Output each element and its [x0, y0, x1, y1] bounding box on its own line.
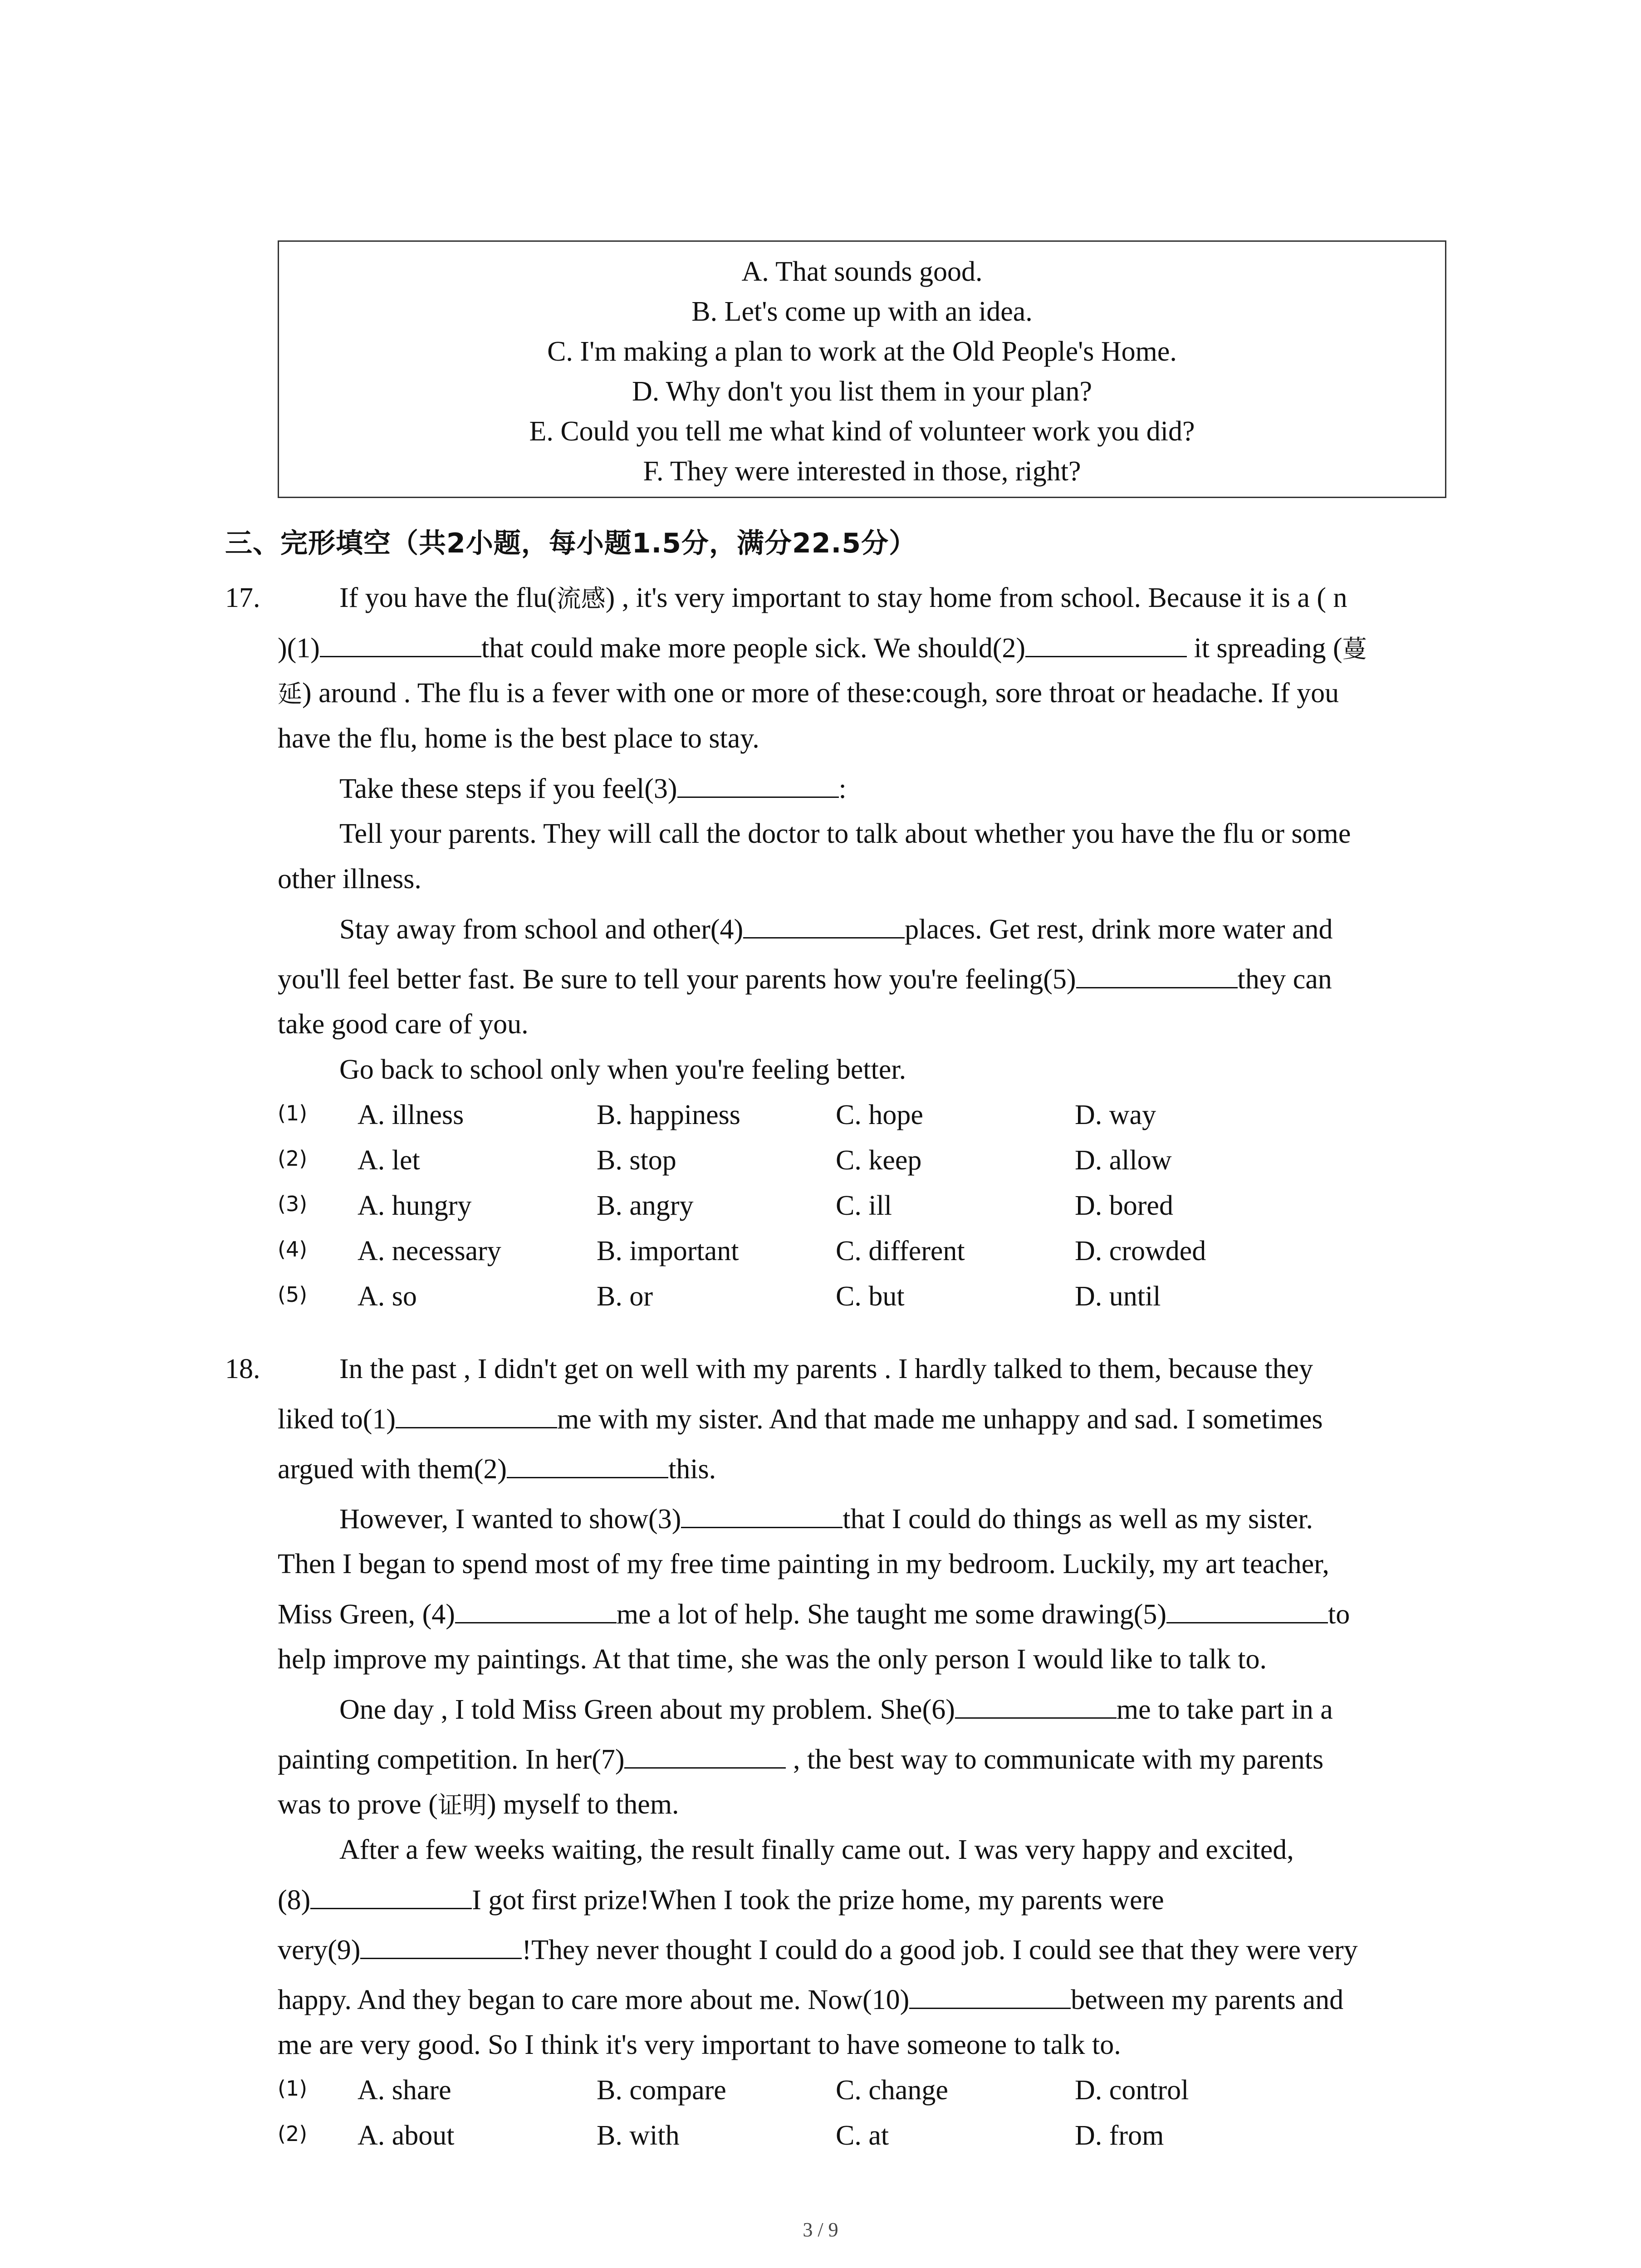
q17-blank-2[interactable] [1025, 630, 1187, 657]
choice-b[interactable]: B. important [597, 1236, 739, 1266]
q18-line-6: Miss Green, (4) me a lot of help. She taught me some drawing(5) to [278, 1596, 1350, 1633]
q17-line-9: you'll feel better fast. Be sure to tell your parents how you're feeling(5) they can [278, 961, 1332, 997]
q18-blank-1[interactable] [396, 1401, 557, 1428]
q17-line-10: take good care of you. [278, 1009, 529, 1040]
q17-blank-4[interactable] [743, 911, 905, 938]
choice-b[interactable]: B. or [597, 1281, 653, 1312]
choice-b[interactable]: B. angry [597, 1190, 694, 1221]
q17-line-7: other illness. [278, 864, 421, 894]
choice-c[interactable]: C. ill [836, 1190, 892, 1221]
q18-blank-6[interactable] [955, 1691, 1117, 1719]
choice-c[interactable]: C. hope [836, 1100, 923, 1130]
q18-choice-row-1: (1) A. share B. compare C. change D. control [278, 2072, 1457, 2108]
choice-d[interactable]: D. way [1075, 1100, 1156, 1130]
q18-line-13: very(9) !They never thought I could do a good job. I could see that they were very [278, 1931, 1358, 1968]
q18-blank-4[interactable] [455, 1596, 617, 1623]
choice-c[interactable]: C. at [836, 2120, 889, 2151]
q17-line-1: If you have the flu(流感) , it's very important to stay home from school. Because it is a ( n [339, 582, 1347, 613]
q17-line-6: Tell your parents. They will call the doctor to talk about whether you have the flu or some [339, 818, 1351, 849]
choice-b[interactable]: B. compare [597, 2075, 726, 2106]
choice-b[interactable]: B. with [597, 2120, 680, 2151]
choice-c[interactable]: C. but [836, 1281, 905, 1312]
q18-blank-5[interactable] [1166, 1596, 1328, 1623]
q18-blank-9[interactable] [360, 1931, 522, 1959]
q17-line-11: Go back to school only when you're feeling better. [339, 1054, 906, 1085]
choice-b[interactable]: B. stop [597, 1145, 676, 1176]
q18-blank-2[interactable] [507, 1451, 668, 1478]
choice-d[interactable]: D. until [1075, 1281, 1161, 1312]
choice-b[interactable]: B. happiness [597, 1100, 740, 1130]
q17-blank-1[interactable] [320, 630, 481, 657]
q17-line-5: Take these steps if you feel(3) : [339, 770, 847, 807]
choice-c[interactable]: C. change [836, 2075, 948, 2106]
choice-c[interactable]: C. keep [836, 1145, 922, 1176]
q17-choice-row-2: (2) A. let B. stop C. keep D. allow [278, 1142, 1457, 1178]
q17-line-8: Stay away from school and other(4) places. Get rest, drink more water and [339, 911, 1333, 948]
section-title: 三、完形填空（共2小题，每小题1.5分，满分22.5分） [225, 528, 917, 559]
q18-line-9: painting competition. In her(7) , the best way to communicate with my parents [278, 1741, 1323, 1778]
choice-a[interactable]: A. hungry [358, 1190, 472, 1221]
q17-choice-row-4: (4) A. necessary B. important C. different D. crowded [278, 1233, 1457, 1269]
dialogue-options-box [278, 240, 1446, 498]
choice-a[interactable]: A. let [358, 1145, 420, 1176]
q18-line-4: However, I wanted to show(3) that I could do things as well as my sister. [339, 1501, 1313, 1537]
choice-d[interactable]: D. allow [1075, 1145, 1172, 1176]
option-f: F. They were interested in those, right? [643, 456, 1081, 487]
q18-line-5: Then I began to spend most of my free time painting in my bedroom. Luckily, my art teacher, [278, 1549, 1329, 1579]
question-18-number: 18. [225, 1354, 260, 1384]
choice-d[interactable]: D. control [1075, 2075, 1189, 2106]
q18-blank-3[interactable] [681, 1501, 843, 1528]
q17-blank-5[interactable] [1076, 961, 1238, 988]
choice-d[interactable]: D. from [1075, 2120, 1164, 2151]
question-17-number: 17. [225, 582, 260, 613]
choice-a[interactable]: A. about [358, 2120, 455, 2151]
q18-line-15: me are very good. So I think it's very important to have someone to talk to. [278, 2029, 1121, 2060]
option-a: A. That sounds good. [741, 256, 983, 287]
choice-a[interactable]: A. share [358, 2075, 451, 2106]
option-d: D. Why don't you list them in your plan? [632, 376, 1092, 407]
choice-c[interactable]: C. different [836, 1236, 965, 1266]
option-b: B. Let's come up with an idea. [691, 296, 1033, 327]
q17-choice-row-1: (1) A. illness B. happiness C. hope D. way [278, 1097, 1457, 1133]
q18-line-14: happy. And they began to care more about me. Now(10) between my parents and [278, 1981, 1343, 2018]
q18-line-1: In the past , I didn't get on well with my parents . I hardly talked to them, because they [339, 1354, 1313, 1384]
q18-line-8: One day , I told Miss Green about my problem. She(6) me to take part in a [339, 1691, 1333, 1728]
q18-line-11: After a few weeks waiting, the result finally came out. I was very happy and excited, [339, 1834, 1294, 1865]
q18-line-12: (8) I got first prize!When I took the prize home, my parents were [278, 1882, 1164, 1918]
q18-line-3: argued with them(2) this. [278, 1451, 716, 1487]
q17-line-3: 延) around . The flu is a fever with one or more of these:cough, sore throat or headache. If you [278, 678, 1339, 709]
q17-choice-row-3: (3) A. hungry B. angry C. ill D. bored [278, 1188, 1457, 1224]
choice-d[interactable]: D. crowded [1075, 1236, 1206, 1266]
choice-a[interactable]: A. so [358, 1281, 417, 1312]
q18-line-7: help improve my paintings. At that time, she was the only person I would like to talk to. [278, 1644, 1267, 1675]
option-e: E. Could you tell me what kind of volunteer work you did? [529, 416, 1195, 447]
choice-d[interactable]: D. bored [1075, 1190, 1173, 1221]
q17-line-2: )(1) that could make more people sick. We should(2) it spreading (蔓 [278, 630, 1367, 667]
choice-a[interactable]: A. necessary [358, 1236, 501, 1266]
q18-blank-10[interactable] [909, 1981, 1071, 2009]
q18-line-10: was to prove (证明) myself to them. [278, 1789, 679, 1820]
page-number: 3 / 9 [803, 2219, 838, 2241]
q18-choice-row-2: (2) A. about B. with C. at D. from [278, 2117, 1457, 2154]
option-c: C. I'm making a plan to work at the Old People's Home. [547, 336, 1177, 367]
q18-line-2: liked to(1) me with my sister. And that made me unhappy and sad. I sometimes [278, 1401, 1323, 1437]
q17-choice-row-5: (5) A. so B. or C. but D. until [278, 1278, 1457, 1315]
q17-blank-3[interactable] [677, 770, 839, 798]
q18-blank-7[interactable] [624, 1741, 786, 1769]
choice-a[interactable]: A. illness [358, 1100, 464, 1130]
q18-blank-8[interactable] [310, 1882, 472, 1909]
q17-line-4: have the flu, home is the best place to stay. [278, 723, 759, 754]
